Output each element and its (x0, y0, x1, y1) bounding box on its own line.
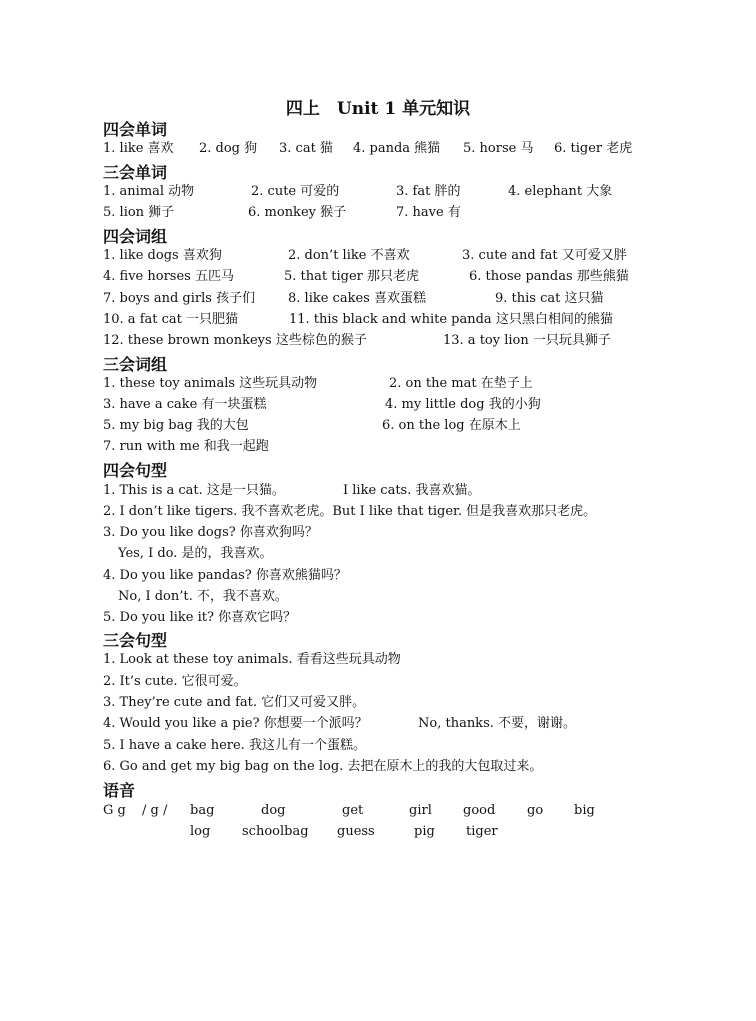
sentence-item: 6. Go and get my big bag on the log. 去把在原木上的我的大包取过来。 (103, 759, 543, 774)
sentence-item: No, I don’t. 不，我不喜欢。 (118, 589, 288, 604)
phrase-item: 13. a toy lion 一只玩具狮子 (443, 333, 611, 348)
phrase-item: 1. like dogs 喜欢狗 (103, 248, 222, 263)
sentence-item: I like cats. 我喜欢猫。 (343, 483, 481, 498)
vocab-item: 4. elephant 大象 (508, 184, 613, 199)
vocab-item: 7. have 有 (396, 205, 461, 220)
phrase-item: 12. these brown monkeys 这些棕色的猴子 (103, 333, 367, 348)
section-heading-three-skill-phrases: 三会词组 (103, 355, 168, 374)
phrase-item: 4. five horses 五匹马 (103, 269, 234, 284)
phonics-word: good (463, 803, 496, 818)
phrase-item: 1. these toy animals 这些玩具动物 (103, 376, 318, 391)
vocab-item: 6. monkey 猴子 (248, 205, 347, 220)
phrase-item: 11. this black and white panda 这只黑白相间的熊猫 (289, 312, 613, 327)
phonics-letter: G g (103, 803, 126, 818)
sentence-item: 4. Do you like pandas? 你喜欢熊猫吗？ (103, 568, 347, 583)
phrase-item: 2. don’t like 不喜欢 (288, 248, 410, 263)
phrase-item: 8. like cakes 喜欢蛋糕 (288, 291, 426, 306)
phrase-item: 7. run with me 和我一起跑 (103, 439, 269, 454)
phonics-word: dog (261, 803, 286, 818)
sentence-item: 2. I don’t like tigers. 我不喜欢老虎。But I like that tiger. 但是我喜欢那只老虎。 (103, 504, 597, 519)
vocab-item: 5. lion 狮子 (103, 205, 175, 220)
section-heading-four-skill-sentences: 四会句型 (103, 461, 168, 480)
sentence-item: 5. I have a cake here. 我这儿有一个蛋糕。 (103, 738, 366, 753)
section-heading-four-skill-phrases: 四会词组 (103, 227, 168, 246)
sentence-item: 2. It’s cute. 它很可爱。 (103, 674, 247, 689)
phrase-item: 9. this cat 这只猫 (495, 291, 604, 306)
phonics-word: guess (337, 824, 375, 839)
phrase-item: 5. that tiger 那只老虎 (284, 269, 419, 284)
section-heading-three-skill-sentences: 三会句型 (103, 631, 168, 650)
sentence-item: 1. Look at these toy animals. 看看这些玩具动物 (103, 652, 401, 667)
phrase-item: 6. those pandas 那些熊猫 (469, 269, 629, 284)
sentence-item: 5. Do you like it? 你喜欢它吗？ (103, 610, 297, 625)
document-title: 四上 Unit 1 单元知识 (285, 99, 471, 119)
phonics-word: big (574, 803, 595, 818)
vocab-item: 2. dog 狗 (199, 141, 258, 156)
vocab-item: 4. panda 熊猫 (353, 141, 441, 156)
phonics-word: tiger (466, 824, 498, 839)
sentence-item: No, thanks. 不要，谢谢。 (418, 716, 576, 731)
sentence-item: 3. They’re cute and fat. 它们又可爱又胖。 (103, 695, 366, 710)
sentence-item: 3. Do you like dogs? 你喜欢狗吗？ (103, 525, 318, 540)
phrase-item: 2. on the mat 在垫子上 (389, 376, 533, 391)
vocab-item: 1. animal 动物 (103, 184, 195, 199)
section-heading-phonics: 语音 (103, 781, 136, 800)
section-heading-four-skill-words: 四会单词 (103, 120, 168, 139)
phonics-word: girl (409, 803, 432, 818)
phonics-word: bag (190, 803, 215, 818)
phrase-item: 10. a fat cat 一只肥猫 (103, 312, 238, 327)
sentence-item: Yes, I do. 是的，我喜欢。 (118, 546, 273, 561)
phonics-word: go (527, 803, 544, 818)
phonics-ipa: / g / (142, 803, 168, 818)
sentence-item: 4. Would you like a pie? 你想要一个派吗？ (103, 716, 368, 731)
vocab-item: 5. horse 马 (463, 141, 534, 156)
phrase-item: 3. have a cake 有一块蛋糕 (103, 397, 267, 412)
vocab-item: 2. cute 可爱的 (251, 184, 340, 199)
phonics-word: log (190, 824, 211, 839)
vocab-item: 3. fat 胖的 (396, 184, 461, 199)
vocab-item: 6. tiger 老虎 (554, 141, 633, 156)
phonics-word: get (342, 803, 364, 818)
sentence-item: 1. This is a cat. 这是一只猫。 (103, 483, 285, 498)
vocab-item: 1. like 喜欢 (103, 141, 174, 156)
vocab-item: 3. cat 猫 (279, 141, 333, 156)
section-heading-three-skill-words: 三会单词 (103, 163, 168, 182)
phrase-item: 5. my big bag 我的大包 (103, 418, 249, 433)
phrase-item: 3. cute and fat 又可爱又胖 (462, 248, 627, 263)
phrase-item: 6. on the log 在原木上 (382, 418, 521, 433)
phonics-word: pig (414, 824, 435, 839)
phonics-word: schoolbag (242, 824, 309, 839)
phrase-item: 7. boys and girls 孩子们 (103, 291, 256, 306)
phrase-item: 4. my little dog 我的小狗 (385, 397, 541, 412)
